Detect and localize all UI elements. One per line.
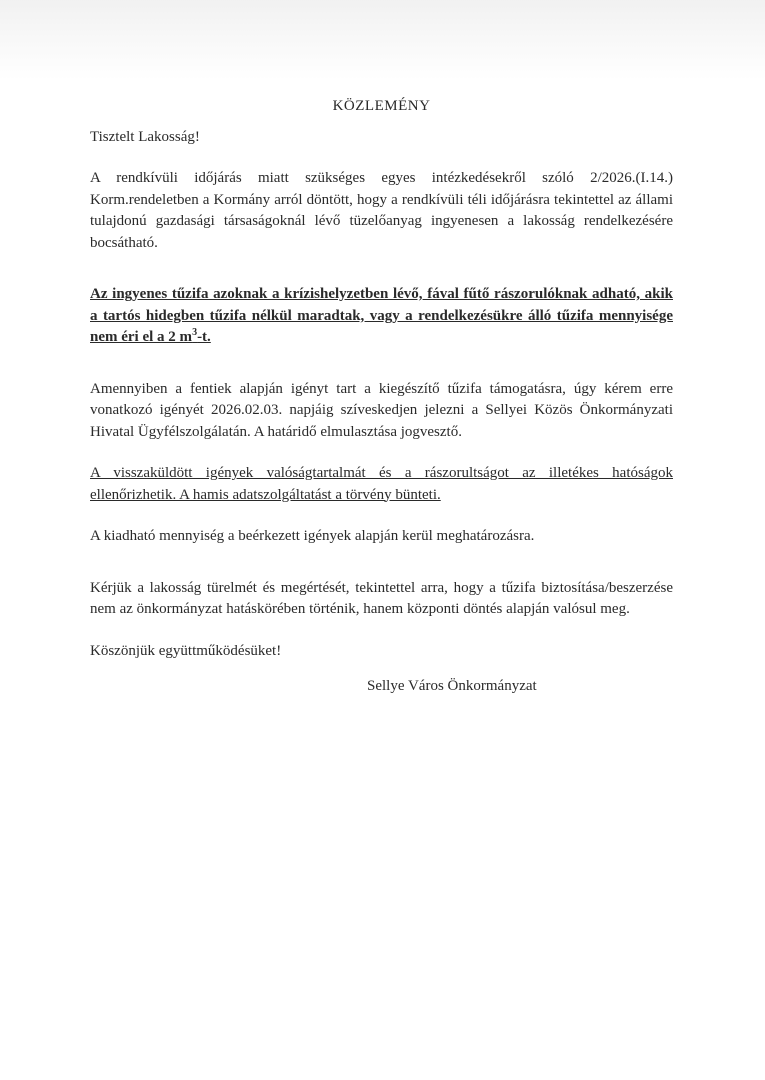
document-title: KÖZLEMÉNY [332, 98, 431, 114]
paragraph-patience: Kérjük a lakosság türelmét és megértését, tekintettel arra, hogy a tűzifa biztosítása/beszerzése nem az önkormányzat hatáskörében történik, hanem központi döntés alapján valósul meg. [90, 579, 673, 617]
paragraph-eligibility [90, 284, 673, 349]
eligibility-suffix: -t. [197, 329, 211, 345]
paragraph-deadline: Amennyiben a fentiek alapján igényt tart a kiegészítő tűzifa támogatásra, úgy kérem erre vonatkozó igényét 2026.02.03. napjáig szíveskedjen jelezni a Sellyei Közös Önkormányzati Hivatal Ügyfélszolgálatán. A határidő elmulasztása jogvesztő. [90, 380, 673, 440]
cubic-superscript: 3 [192, 327, 198, 338]
paragraph-verification: A visszaküldött igények valóságtartalmát és a rászorultságot az illetékes hatóságok ellenőrizhetik. A hamis adatszolgáltatást a törvény bünteti. [90, 465, 673, 503]
signature: Sellye Város Önkormányzat [367, 678, 537, 694]
closing-thanks: Köszönjük együttműködésüket! [90, 642, 282, 659]
eligibility-text: Az ingyenes tűzifa azoknak a krízishelyzetben lévő, fával fűtő rászorulóknak adható, akik a tartós hidegben tűzifa nélkül maradtak, vagy a rendelkezésükre álló tűzifa mennyisége nem éri el a 2 m [90, 286, 673, 345]
paragraph-decree: A rendkívüli időjárás miatt szükséges egyes intézkedésekről szóló 2/2026.(I.14.) Korm.rendeletben a Kormány arról döntött, hogy a rendkívüli téli időjárásra tekintettel az állami tulajdonú gazdasági társaságoknál lévő tüzelőanyag ingyenesen a lakosság rendelkezésére bocsátható. [90, 170, 673, 251]
paragraph-quantity: A kiadható mennyiség a beérkezett igények alapján kerül meghatározásra. [90, 528, 535, 544]
scan-shadow [0, 0, 765, 80]
greeting: Tisztelt Lakosság! [90, 128, 200, 145]
document-page [90, 96, 673, 698]
